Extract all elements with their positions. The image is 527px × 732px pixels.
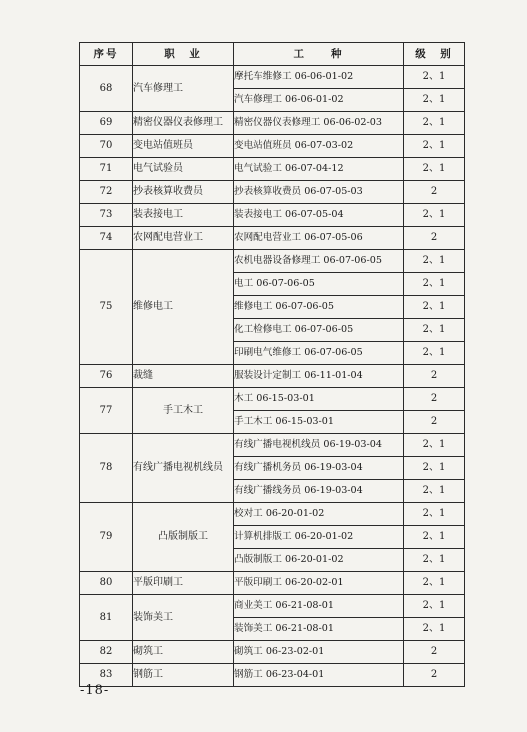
occupation-cell: 精密仪器仪表修理工 <box>133 112 234 135</box>
grade-cell: 2、1 <box>404 135 465 158</box>
worktype-cell: 商业美工 06-21-08-01 <box>234 595 404 618</box>
table-row <box>80 112 465 135</box>
table-row <box>80 388 465 411</box>
worktype-cell: 摩托车维修工 06-06-01-02 <box>234 66 404 89</box>
seq-cell: 73 <box>80 204 133 227</box>
worktype-cell: 手工木工 06-15-03-01 <box>234 411 404 434</box>
occupation-cell: 装表接电工 <box>133 204 234 227</box>
grade-cell: 2、1 <box>404 572 465 595</box>
grade-cell: 2、1 <box>404 89 465 112</box>
grade-cell: 2、1 <box>404 526 465 549</box>
occupation-cell: 裁缝 <box>133 365 234 388</box>
header-grade: 级 别 <box>404 43 465 66</box>
seq-cell: 71 <box>80 158 133 181</box>
table-row <box>80 595 465 618</box>
grade-cell: 2 <box>404 411 465 434</box>
seq-cell: 77 <box>80 388 133 434</box>
header-occupation: 职 业 <box>133 43 234 66</box>
worktype-cell: 农机电器设备修理工 06-07-06-05 <box>234 250 404 273</box>
table-body <box>80 66 465 687</box>
seq-cell: 68 <box>80 66 133 112</box>
grade-cell: 2、1 <box>404 457 465 480</box>
seq-cell: 72 <box>80 181 133 204</box>
grade-cell: 2、1 <box>404 342 465 365</box>
grade-cell: 2 <box>404 641 465 664</box>
worktype-cell: 变电站值班员 06-07-03-02 <box>234 135 404 158</box>
occupation-table <box>79 42 465 687</box>
grade-cell: 2 <box>404 664 465 687</box>
worktype-cell: 农网配电营业工 06-07-05-06 <box>234 227 404 250</box>
worktype-cell: 装表接电工 06-07-05-04 <box>234 204 404 227</box>
grade-cell: 2、1 <box>404 204 465 227</box>
worktype-cell: 平版印刷工 06-20-02-01 <box>234 572 404 595</box>
seq-cell: 83 <box>80 664 133 687</box>
table-row <box>80 365 465 388</box>
worktype-cell: 有线广播电视机线员 06-19-03-04 <box>234 434 404 457</box>
seq-cell: 76 <box>80 365 133 388</box>
seq-cell: 74 <box>80 227 133 250</box>
grade-cell: 2、1 <box>404 595 465 618</box>
table-row <box>80 250 465 273</box>
grade-cell: 2、1 <box>404 480 465 503</box>
occupation-cell: 变电站值班员 <box>133 135 234 158</box>
worktype-cell: 装饰美工 06-21-08-01 <box>234 618 404 641</box>
table-row <box>80 434 465 457</box>
seq-cell: 81 <box>80 595 133 641</box>
worktype-cell: 抄表核算收费员 06-07-05-03 <box>234 181 404 204</box>
grade-cell: 2、1 <box>404 319 465 342</box>
grade-cell: 2 <box>404 365 465 388</box>
worktype-cell: 砌筑工 06-23-02-01 <box>234 641 404 664</box>
table-row <box>80 158 465 181</box>
table-row <box>80 572 465 595</box>
grade-cell: 2、1 <box>404 66 465 89</box>
grade-cell: 2、1 <box>404 549 465 572</box>
worktype-cell: 印刷电气维修工 06-07-06-05 <box>234 342 404 365</box>
occupation-cell: 汽车修理工 <box>133 66 234 112</box>
occupation-cell: 维修电工 <box>133 250 234 365</box>
grade-cell: 2、1 <box>404 158 465 181</box>
seq-cell: 75 <box>80 250 133 365</box>
grade-cell: 2、1 <box>404 296 465 319</box>
seq-cell: 79 <box>80 503 133 572</box>
grade-cell: 2 <box>404 388 465 411</box>
seq-cell: 82 <box>80 641 133 664</box>
worktype-cell: 有线广播机务员 06-19-03-04 <box>234 457 404 480</box>
header-worktype: 工 种 <box>234 43 404 66</box>
worktype-cell: 汽车修理工 06-06-01-02 <box>234 89 404 112</box>
occupation-cell: 手工木工 <box>133 388 234 434</box>
grade-cell: 2、1 <box>404 618 465 641</box>
occupation-cell: 砌筑工 <box>133 641 234 664</box>
table-row <box>80 641 465 664</box>
table-row <box>80 227 465 250</box>
grade-cell: 2 <box>404 227 465 250</box>
worktype-cell: 木工 06-15-03-01 <box>234 388 404 411</box>
grade-cell: 2、1 <box>404 503 465 526</box>
table-row <box>80 664 465 687</box>
seq-cell: 69 <box>80 112 133 135</box>
worktype-cell: 校对工 06-20-01-02 <box>234 503 404 526</box>
table-row <box>80 503 465 526</box>
table-row <box>80 204 465 227</box>
table-row <box>80 66 465 89</box>
occupation-cell: 平版印刷工 <box>133 572 234 595</box>
worktype-cell: 精密仪器仪表修理工 06-06-02-03 <box>234 112 404 135</box>
occupation-cell: 农网配电营业工 <box>133 227 234 250</box>
worktype-cell: 凸版制版工 06-20-01-02 <box>234 549 404 572</box>
grade-cell: 2、1 <box>404 434 465 457</box>
occupation-cell: 电气试验员 <box>133 158 234 181</box>
worktype-cell: 电工 06-07-06-05 <box>234 273 404 296</box>
worktype-cell: 化工检修电工 06-07-06-05 <box>234 319 404 342</box>
grade-cell: 2、1 <box>404 250 465 273</box>
occupation-cell: 凸版制版工 <box>133 503 234 572</box>
seq-cell: 78 <box>80 434 133 503</box>
grade-cell: 2、1 <box>404 112 465 135</box>
worktype-cell: 服装设计定制工 06-11-01-04 <box>234 365 404 388</box>
header-seq: 序号 <box>80 43 133 66</box>
worktype-cell: 计算机排版工 06-20-01-02 <box>234 526 404 549</box>
seq-cell: 80 <box>80 572 133 595</box>
worktype-cell: 钢筋工 06-23-04-01 <box>234 664 404 687</box>
occupation-cell: 抄表核算收费员 <box>133 181 234 204</box>
occupation-cell: 装饰美工 <box>133 595 234 641</box>
table-header-row <box>80 43 465 66</box>
worktype-cell: 电气试验工 06-07-04-12 <box>234 158 404 181</box>
table-row <box>80 181 465 204</box>
grade-cell: 2、1 <box>404 273 465 296</box>
grade-cell: 2 <box>404 181 465 204</box>
table-row <box>80 135 465 158</box>
worktype-cell: 维修电工 06-07-06-05 <box>234 296 404 319</box>
occupation-cell: 有线广播电视机线员 <box>133 434 234 503</box>
occupation-cell: 钢筋工 <box>133 664 234 687</box>
seq-cell: 70 <box>80 135 133 158</box>
page-number: -18- <box>80 683 110 698</box>
worktype-cell: 有线广播线务员 06-19-03-04 <box>234 480 404 503</box>
